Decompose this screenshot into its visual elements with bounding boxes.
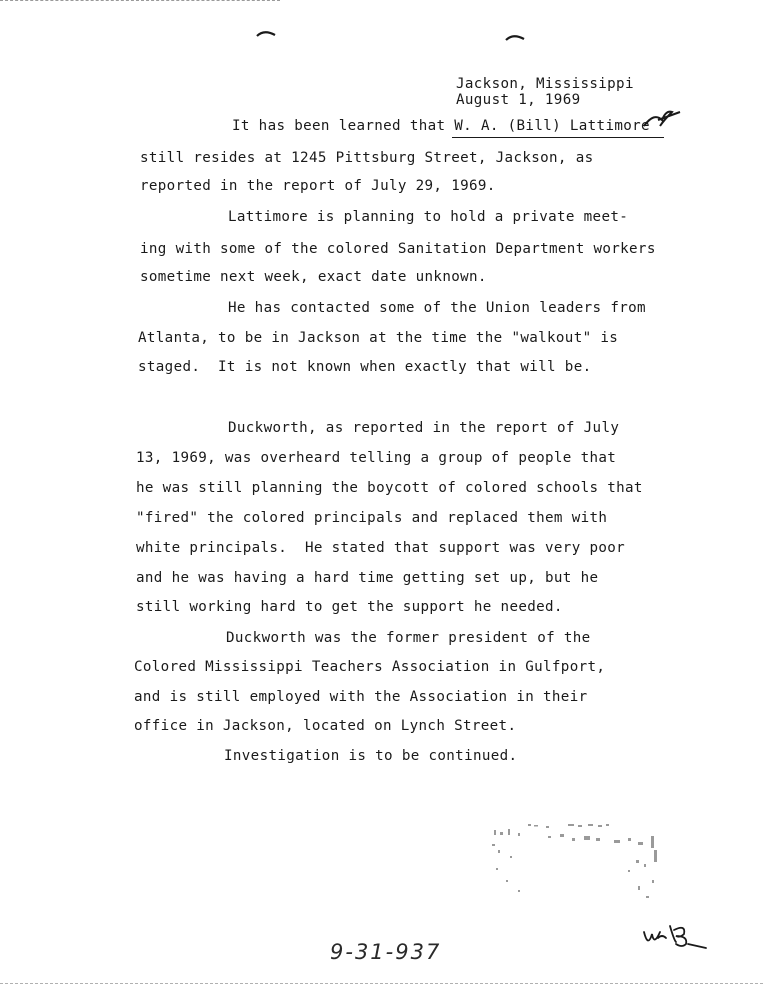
top-dashed-edge [0,0,280,1]
body-line: 13, 1969, was overheard telling a group of people that [136,450,617,466]
faded-stamp [488,820,673,910]
file-number: 9-31-937 [330,940,442,964]
header-date: August 1, 1969 [456,92,581,108]
body-line: and he was having a hard time getting set up, but he [136,570,599,586]
body-line: he was still planning the boycott of colored schools that [136,480,643,496]
body-line: Lattimore is planning to hold a private meet- [228,209,629,225]
body-line: sometime next week, exact date unknown. [140,269,487,285]
body-line: reported in the report of July 29, 1969. [140,178,496,194]
body-line: Colored Mississippi Teachers Association in Gulfport, [134,659,606,675]
body-line: Duckworth, as reported in the report of July [228,420,620,436]
body-line: still resides at 1245 Pittsburg Street, Jackson, as [140,150,594,166]
body-line: and is still employed with the Association in their [134,689,588,705]
body-line: "fired" the colored principals and replaced them with [136,510,608,526]
handwritten-initials [640,918,710,954]
header-place: Jackson, Mississippi [456,76,634,92]
name-underline [452,137,664,138]
body-line: staged. It is not known when exactly that will be. [138,359,592,375]
punch-mark-right [505,33,527,43]
body-line: white principals. He stated that support was very poor [136,540,626,556]
body-line: Atlanta, to be in Jackson at the time the "walkout" is [138,330,619,346]
body-line: ing with some of the colored Sanitation Department workers [140,241,656,257]
body-line: It has been learned that W. A. (Bill) Lattimore [232,118,650,134]
handwritten-check-mark [640,106,684,136]
body-line: He has contacted some of the Union leaders from [228,300,646,316]
body-line: Duckworth was the former president of the [226,630,591,646]
body-line: still working hard to get the support he needed. [136,599,563,615]
body-line: office in Jackson, located on Lynch Street. [134,718,517,734]
bottom-dashed-edge [0,983,763,984]
punch-mark-left [256,29,278,39]
body-line: Investigation is to be continued. [224,748,518,764]
